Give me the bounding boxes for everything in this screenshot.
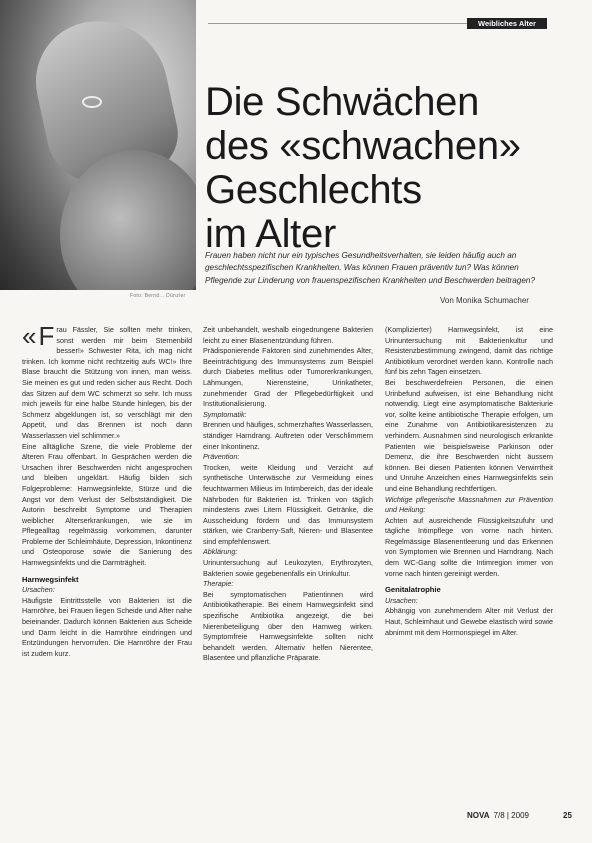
article-photo bbox=[0, 0, 196, 290]
paragraph: Urinuntersuchung auf Leukozyten, Erythrozyten, Bakterien sowie gegebenenfalls ein Urinkultur. bbox=[203, 558, 373, 578]
intro-text: rau Fässler, Sie sollten mehr trinken, sonst werden mir beim Sternenbild besser!» Schwester Rita, ich mag nicht trinken. Ich komme nicht rechtzeitig aufs WC!» Ihre Blase braucht die Stützung von innen, man weiss. Sie meinen es gut und reden sicher aus Recht. Doch das Sitzen auf dem WC schmerzt so sehr. Ich muss mich jeweils für eine halbe Stunde hinlegen, bis der Schmerz abgeklungen ist, so verschlägt mir den Appetit, und das Brennen ist noch dann Wasserlassen viel schlimmer.» bbox=[22, 325, 192, 440]
issue-number: 7/8 | 2009 bbox=[493, 811, 529, 820]
column-1 bbox=[22, 321, 192, 659]
section-rule bbox=[208, 23, 467, 24]
paragraph: Bei symptomatischen Patientinnen wird Antibiotikatherapie. Bei einem Harnwegsinfekt sind spezifische Antibiotika angezeigt, die bei Nierenbeteiligung über den Harnweg wirken. Symptomfreie Harnwegsinfekte sollten nicht behandelt werden. Alternativ helfen Nierentee, Blasentee und pflanzliche Präparate. bbox=[203, 589, 373, 663]
footer-magazine bbox=[467, 811, 529, 820]
paragraph: Brennen und häufiges, schmerzhaftes Wasserlassen, ständiger Harndrang. Auftreten oder Verschlimmern einer Inkontinenz. bbox=[203, 420, 373, 451]
heading-genitalatrophie: Genitalatrophie bbox=[385, 585, 441, 595]
byline: Von Monika Schumacher bbox=[440, 296, 529, 305]
article-title: Die Schwächen des «schwachen» Geschlechts im Alter bbox=[205, 79, 521, 256]
intro-paragraph bbox=[22, 321, 192, 442]
subheading-praevention: Prävention: bbox=[203, 452, 240, 462]
subheading-symptomatik: Symptomatik: bbox=[203, 409, 247, 419]
paragraph: Zeit unbehandelt, weshalb eingedrungene Bakterien leicht zu einer Blasenentzündung führen. bbox=[203, 325, 373, 345]
subheading-pflege: Wichtige pflegerische Massnahmen zur Prävention und Heilung: bbox=[385, 494, 553, 515]
paragraph: (Komplizierter) Harnwegsinfekt, ist eine Urinuntersuchung mit Bakterienkultur und Resistenzbestimmung zwingend, damit das richtige Antibiotikum verordnet werden kann. Kontrolle nach fünf bis zehn Tagen einsetzen. bbox=[385, 325, 553, 377]
magazine-name: NOVA bbox=[467, 811, 490, 820]
harn-paragraph: Häufigste Eintrittsstelle von Bakterien ist die Harnröhre, bei Frauen liegen Scheide und After nahe beieinander. Dadurch können Bakterien aus Scheide und Darm leicht in die Harnröhre eindringen und Entzündungen hervorrufen. Die Harnröhre der Frau ist zudem kurz. bbox=[22, 595, 192, 658]
subheading-ursachen: Ursachen: bbox=[22, 585, 55, 595]
quote-open: « bbox=[22, 321, 37, 351]
section-tag: Weibliches Alter bbox=[467, 18, 547, 29]
column-3 bbox=[385, 325, 553, 638]
subheading-ursachen: Ursachen: bbox=[385, 595, 418, 605]
photo-ring bbox=[82, 96, 102, 108]
paragraph: Prädisponierende Faktoren sind zunehmendes Alter, Beeinträchtigung des Immunsystems zum Beispiel durch Diabetes mellitus oder Tumorerkrankungen, Lähmungen, Nierensteine, Urinkatheter, zunehmender Grad der Pflegebedürftigkeit und Institutionalisierung. bbox=[203, 346, 373, 409]
column-2 bbox=[203, 325, 373, 664]
heading-harnwegsinfekt: Harnwegsinfekt bbox=[22, 574, 79, 584]
subheading-abklaerung: Abklärung: bbox=[203, 547, 238, 557]
photo-credit: Foto: Bernd... Dünzler bbox=[130, 293, 186, 299]
article-lead: Frauen haben nicht nur ein typisches Gesundheitsverhalten, sie leiden häufig auch an geschlechtsspezifischen Krankheiten. Was können Frauen präventiv tun? Was können Pflegende zur Linderung von frauenspezifischen Krankheiten und Beschwerden beitragen? bbox=[205, 251, 535, 285]
paragraph: Abhängig von zunehmendem Alter mit Verlust der Haut, Schleimhaut und Gewebe elastisch wird sowie abnimmt mit dem Hormonspiegel im Alter. bbox=[385, 606, 553, 637]
paragraph: Trocken, weite Kleidung und Verzicht auf synthetische Unterwäsche zur Vermeidung eines feuchtwarmen Milieus im Intimbereich, das der ideale Nährboden für Bakterien ist. Trinken von täglich mindestens zwei Litern Flüssigkeit. Getränke, die Ausscheidung fördern und das Immunsystem stärken, wie Cranberry-Saft, Nieren- und Blasentee sind empfehlenswert. bbox=[203, 462, 373, 546]
paragraph: Achten auf ausreichende Flüssigkeitszufuhr und tägliche Intimpflege von vorne nach hinten. Regelmässige Blasenentleerung und das Erkennen von Symptomen wie Brennen und Harndrang. Nach dem WC-Gang sollte die Intimregion immer von vorne nach hinten gereinigt werden. bbox=[385, 515, 553, 578]
paragraph: Bei beschwerdefreien Personen, die einen Urinbefund aufweisen, ist eine Behandlung nicht notwendig. Liegt eine asymptomatische Bakteriurie vor, sollte keine antibiotische Therapie erfolgen, um eine Zunahme von Antibiotikaresistenzen zu verhindern. Ausnahmen sind neurologisch erkrankte Patienten wie beispielsweise Parkinson oder Demenz, die ihre Beschwerden nicht äussern können. Bei diesen Patienten können Verwirrtheit und Unruhe Anzeichen eines Harnwegsinfekts sein und eine Behandlung rechtfertigen. bbox=[385, 377, 553, 493]
body-paragraph: Eine alltägliche Szene, die viele Probleme der älteren Frau offenbart. In Gesprächen werden die Ursachen ihrer Beschwerden nicht angesprochen und bleiben ungeklärt. Häufig bilden sich Folgeprobleme: Harnwegsinfekte, Stürze und die Angst vor dem Verlust der Selbstständigkeit. Die Autorin beschreibt Symptome und Therapien weiblicher Alterserkrankungen, wie sie im Pflegealltag regelmässig vorkommen, darunter Probleme der Schleimhäute, Depression, Inkontinenz und Osteoporose sowie die Sanierung des Harnwegsinfekts und die Darmträgheit. bbox=[22, 441, 192, 568]
page-number: 25 bbox=[563, 811, 572, 820]
subheading-therapie: Therapie: bbox=[203, 579, 234, 589]
dropcap: F bbox=[38, 321, 55, 351]
